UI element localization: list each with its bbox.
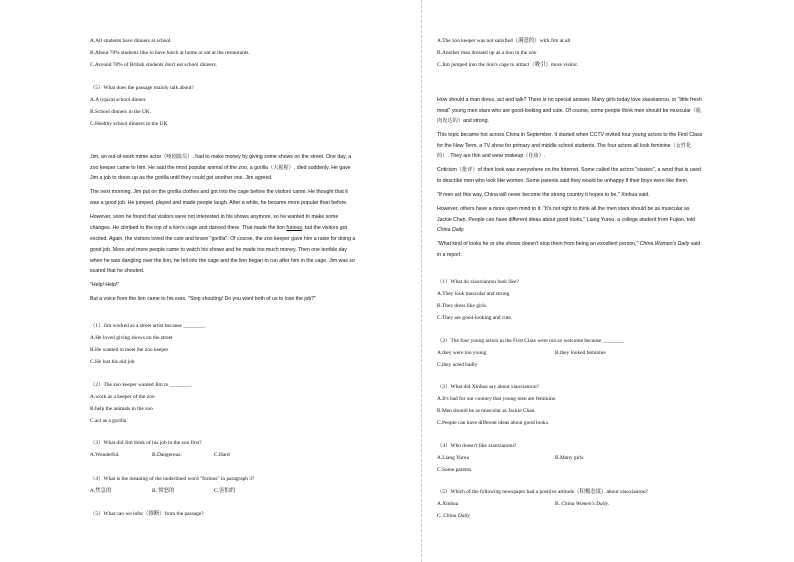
- passage-line: "If men act this way, China will never become the strong country it hopes to be," Xinhua said.: [437, 192, 650, 198]
- passage-line: The next morning, Jim put on the gorilla clothes and got into the cage before the visitors came. He thought that it: [90, 189, 348, 195]
- passage-line: China Daily.: [437, 227, 465, 233]
- option-c: C.Some parents.: [437, 467, 473, 473]
- passage-line: 的）. They are thin and wear makeup（化妆）.: [437, 153, 546, 159]
- option-b: B.He wanted to meet the zoo keeper: [90, 347, 169, 353]
- passage-line: Jim, an out-of-work mime actor（哑剧演员）, had to make money by giving some shows on the street. One day, a: [90, 154, 352, 160]
- passage-line: This topic became hot across China in September. It started when CCTV invited four young actors to the First Class: [437, 132, 703, 138]
- option-c: C.害怕的: [214, 488, 236, 494]
- question-stem: （1）What do xiaoxianrou look like?: [437, 279, 519, 285]
- question-stem: （3）What did Xinhua say about xiaoxianrou?: [437, 384, 539, 390]
- passage-line: for the New Term, a TV show for primary and middle school students. The four actors all look feminine（女性化: [437, 143, 692, 149]
- option-c: C.He lost his old job: [90, 359, 135, 365]
- passage-line: excited. Again, the visitors loved the cute and brave "gorilla". Of course, the zoo keeper gave him a raise for doing a: [90, 236, 356, 242]
- option-c: C.they acted badly: [437, 362, 478, 368]
- option-b: B.Many girls: [555, 455, 584, 461]
- question-stem: （5）What can we infer（推断）from the passage?: [90, 511, 204, 517]
- question-stem: （4）Who doesn't like xiaoxianrou?: [437, 443, 517, 449]
- underlined-word: furious: [286, 225, 302, 231]
- question-stem: （5）Which of the following newspaper had a positive attitude（积极态度）about xiaoxianrou?: [437, 489, 648, 495]
- question-stem: （4）What is the meaning of the underlined word "furious" in paragraph 3?: [90, 476, 255, 482]
- option-c: C.Jim jumped into the lion's cage to attract（吸引）more visitor.: [437, 62, 579, 68]
- option-b: B.help the animals in the zoo: [90, 406, 153, 412]
- passage-line: "What kind of looks he or she shows doesn't stop them from being an excellent person," China Women's Daily said: [437, 241, 701, 247]
- passage-line: However, soon he found that visitors were not interested in his shows anymore, so he wanted to make some: [90, 214, 339, 220]
- option-a: A.They look muscular and strong: [437, 291, 510, 297]
- option-c: C.People can have different ideas about good looks.: [437, 420, 550, 426]
- option-c: C.Healthy school dinners in the UK.: [90, 121, 169, 127]
- option-b: B.they looked feminine: [555, 350, 606, 356]
- passage-line: Jackie Chan. People can have different ideas about good looks," Liang Yurou, a college student from Fujian, told: [437, 217, 696, 223]
- passage-line: zoo keeper came to him. He said the most popular animal of the zoo, a gorilla（大猩猩）, died suddenly. He gave: [90, 165, 351, 171]
- question-stem: （2）The zoo keeper wanted Jim to ________.: [90, 382, 193, 388]
- passage-line: Jim a job to dress up as the gorilla until they could get another one. Jim agreed.: [90, 175, 273, 181]
- passage-line: was a good job. He jumped, played and made people laugh. After a while, he became more popular than before.: [90, 200, 348, 206]
- question-stem: （5）What does the passage mainly talk about?: [90, 85, 194, 91]
- passage-line: in a report.: [437, 252, 462, 258]
- right-column: [422, 0, 794, 562]
- option-a: A.It's bad for our country that young men are feminine.: [437, 396, 557, 402]
- option-b: B.Another man dressed up as a lion in the zoo: [437, 50, 537, 56]
- option-a: A.they were too young: [437, 350, 487, 356]
- passage-line: "Help! Help!": [90, 282, 120, 288]
- option-c: C.Around 70% of British students don't eat school dinners.: [90, 62, 218, 68]
- passage-line: 肉发达的）and strong.: [437, 118, 489, 124]
- option-a: A.A typical school dinner.: [90, 97, 147, 103]
- option-b: B.Dangerous.: [152, 452, 182, 458]
- option-a: A.He loved giving shows on the street: [90, 335, 173, 341]
- option-b: B.About 70% students like to have lunch at home or eat at the restaurants.: [90, 50, 250, 56]
- option-c: C.Hard: [214, 452, 230, 458]
- option-a: A.All students have dinners at school.: [90, 38, 172, 44]
- passage-line: But a voice from the lion came to his ears, "Stop shouting! Do you want both of us to lose the job?": [90, 296, 317, 302]
- option-a: A.The zoo keeper was not satisfied（满意的）with Jim at all: [437, 38, 571, 44]
- option-b: B. China Women's Daily.: [555, 501, 610, 507]
- option-c: C.They are good-looking and cute.: [437, 315, 513, 321]
- passage-line: scared that he shouted.: [90, 268, 145, 274]
- question-stem: （1）Jim worked as a street artist because ________.: [90, 323, 207, 329]
- option-a: A.Xinhua: [437, 501, 459, 507]
- option-b: B.School dinners in the UK.: [90, 109, 152, 115]
- passage-line: when he was dangling over the lion, he fell into the cage and the lion began to run after him in the cage. Jim was so: [90, 258, 355, 264]
- option-c: C.act as a gorilla: [90, 418, 127, 424]
- option-c: C. China Daily: [437, 513, 470, 519]
- option-a: A.Wonderful.: [90, 452, 120, 458]
- option-b: B.Men should be as muscular as Jackie Chan.: [437, 408, 536, 414]
- passage-line: How should a man dress, act and talk? There is no special answer. Many girls today love xiaoxianrou, or "little fresh: [437, 97, 702, 103]
- passage-line: changes. He climbed to the top of a lion's cage and danced there. That made the lion furious, but the visitors got: [90, 225, 347, 231]
- option-a: A.work as a keeper of the zoo: [90, 394, 155, 400]
- option-a: A.焦急的: [90, 488, 112, 494]
- passage-line: good job. More and more people came to watch his shows and he made too much money. Then one terrible day: [90, 247, 348, 253]
- option-a: A.Liang Yurou: [437, 455, 470, 461]
- passage-line: Criticism（批评）of their look was everywhere on the Internet. Some called the actors "sissies", a word that is used: [437, 167, 702, 173]
- question-stem: （3）What did Jim think of his job in the zoo first?: [90, 440, 202, 446]
- passage-line: However, others have a more open mind to it. "It's not right to think all the men stars should be as muscular as: [437, 206, 690, 212]
- passage-line: meat" young men stars who are good-looking and cute. Of course, some people think men should be muscular（肌: [437, 108, 702, 114]
- question-stem: （2）The four young actors in the First Class were not so welcome because ________: [437, 338, 625, 344]
- option-b: B.They dress like girls.: [437, 303, 488, 309]
- passage-line: to describe men who look like women. Some parents said they would be unhappy if their boys were like them.: [437, 178, 689, 184]
- option-b: B. 愤怒的: [152, 488, 175, 494]
